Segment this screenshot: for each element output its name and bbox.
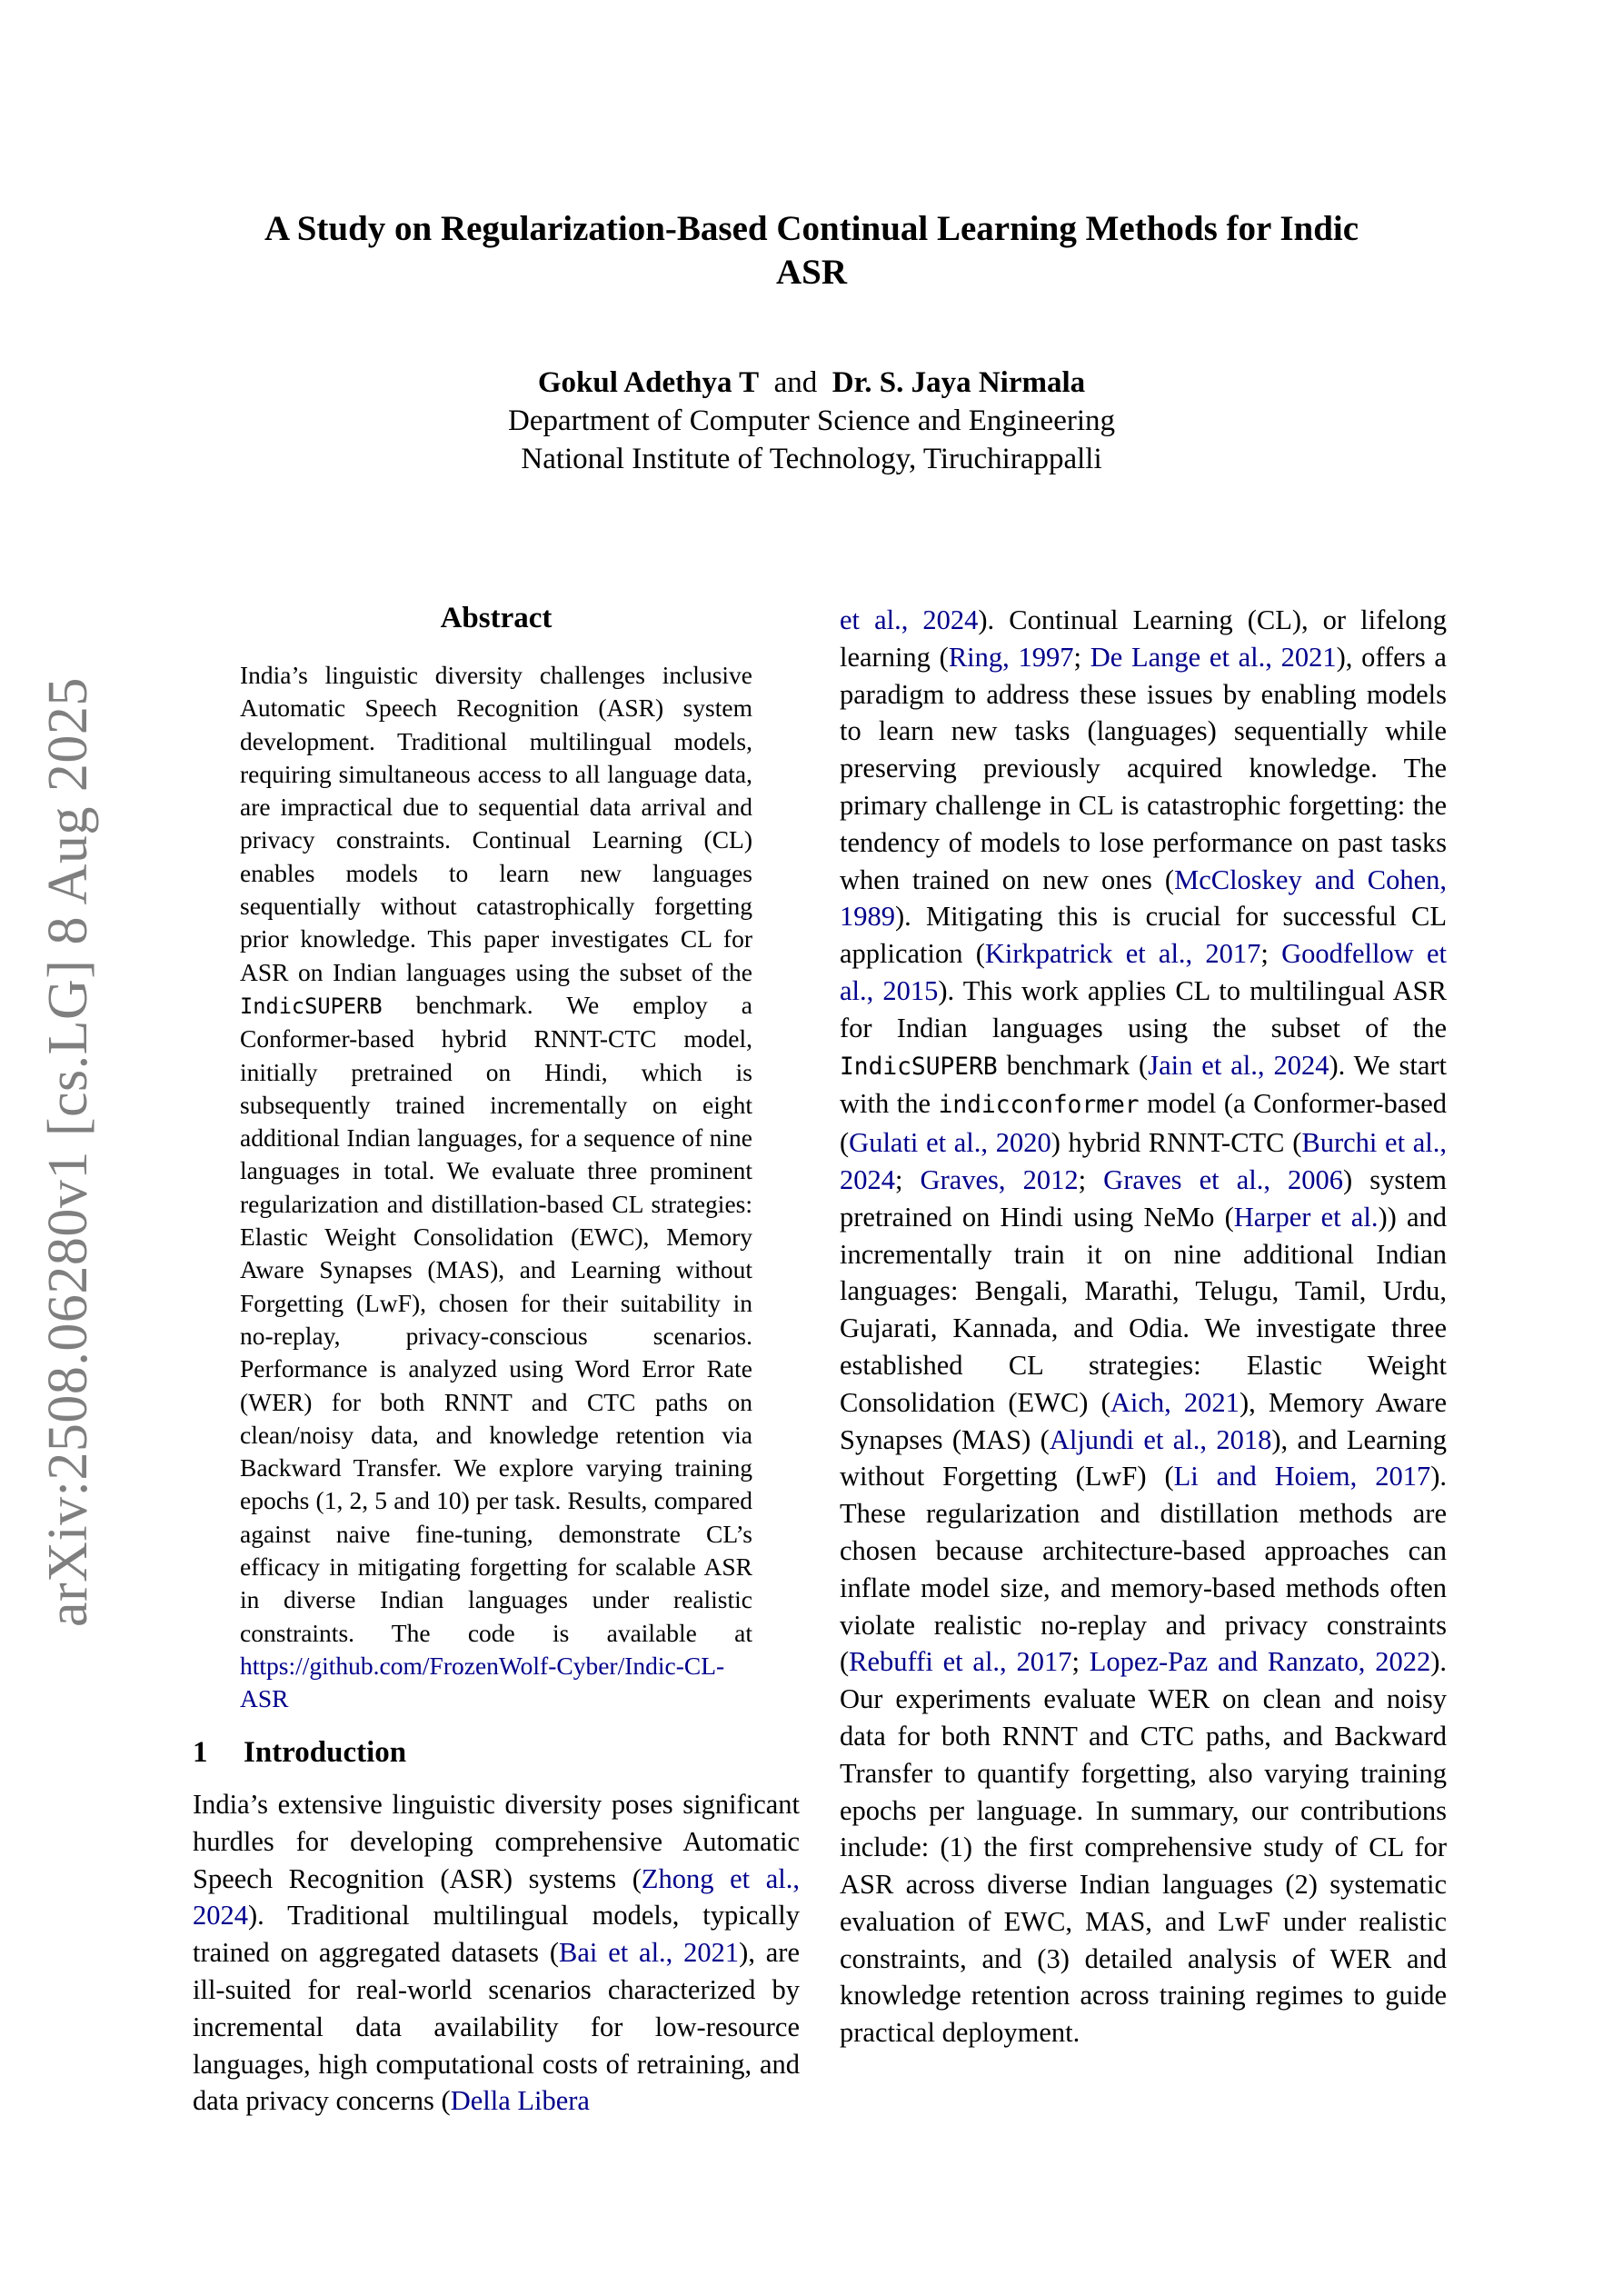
paper-title bbox=[182, 207, 1441, 294]
citation-link[interactable]: Rebuffi et al., 2017 bbox=[849, 1646, 1072, 1678]
code-url-link[interactable]: https://github.com/FrozenWolf-Cyber/Indic-CL-ASR bbox=[240, 1651, 725, 1713]
citation-link[interactable]: Bai et al., 2021 bbox=[559, 1937, 740, 1969]
citation-separator: ; bbox=[1071, 1646, 1090, 1678]
citation-link[interactable]: Della Libera bbox=[450, 2085, 590, 2117]
intro-text: ). These regularization and distillation methods are chosen because architecture-based approaches can inflate model size, and memory-based methods often violate realistic no-replay and privacy constraints ( bbox=[840, 1461, 1447, 1678]
abstract-body bbox=[240, 659, 752, 1716]
intro-text: ), offers a paradigm to address these issues by enabling models to learn new tasks (languages) sequentially while preserving previously acquired knowledge. The primary challenge in CL is catastrophic forgetting: the tendency of models to lose performance on past tasks when trained on new ones ( bbox=[840, 641, 1447, 895]
mono-term: indicconformer bbox=[938, 1092, 1140, 1120]
citation-link[interactable]: Aljundi et al., 2018 bbox=[1049, 1423, 1272, 1455]
citation-link[interactable]: Kirkpatrick et al., 2017 bbox=[984, 938, 1261, 970]
citation-link[interactable]: Goodfellow et al., 2015 bbox=[840, 938, 1447, 1006]
author-block bbox=[182, 364, 1441, 478]
intro-paragraph-left bbox=[193, 1786, 800, 2120]
intro-text: ), are ill-suited for real-world scenarios characterized by incremental data availability for low-resource languages, high computational costs of retraining, and data privacy concerns ( bbox=[193, 1937, 801, 2117]
intro-text: India’s extensive linguistic diversity poses significant hurdles for developing comprehensive Automatic Speech Recognition (ASR) systems ( bbox=[193, 1789, 800, 1894]
citation-link[interactable]: De Lange et al., 2021 bbox=[1090, 641, 1337, 673]
citation-link[interactable]: Zhong et al., 2024 bbox=[193, 1862, 801, 1932]
citation-link[interactable]: Ring, 1997 bbox=[948, 641, 1074, 673]
section-number: 1 bbox=[193, 1736, 208, 1769]
citation-link[interactable]: Aich, 2021 bbox=[1110, 1386, 1240, 1418]
citation-link[interactable]: Gulati et al., 2020 bbox=[849, 1127, 1051, 1159]
abstract-heading: Abstract bbox=[440, 602, 553, 634]
abstract-text-1: India’s linguistic diversity challenges inclusive Automatic Speech Recognition (ASR) system development. Traditional multilingual models, requiring simultaneous access to all language data, are impractical due to sequential data arrival and privacy constraints. Continual Learning (CL) enables models to learn new languages sequentially without catastrophically forgetting prior knowledge. This paper investigates CL for ASR on Indian languages using the subset of the bbox=[240, 661, 752, 986]
author-1: Gokul Adethya T bbox=[537, 366, 760, 399]
intro-text: ) system pretrained on Hindi using NeMo ( bbox=[840, 1163, 1447, 1233]
intro-text: ), Memory Aware Synapses (MAS) ( bbox=[840, 1386, 1447, 1455]
citation-link[interactable]: Li and Hoiem, 2017 bbox=[1173, 1461, 1431, 1492]
citation-link[interactable]: Burchi et al., 2024 bbox=[840, 1127, 1447, 1195]
author-and: and bbox=[773, 366, 818, 399]
title-line-1: A Study on Regularization-Based Continual Learning Methods for Indic bbox=[264, 209, 1359, 248]
intro-text: model (a Conformer-based ( bbox=[840, 1088, 1447, 1159]
citation-link[interactable]: Lopez-Paz and Ranzato, 2022 bbox=[1089, 1646, 1431, 1678]
title-line-2: ASR bbox=[775, 253, 848, 292]
citation-separator: ; bbox=[1260, 938, 1282, 970]
citation-link[interactable]: McCloskey and Cohen, 1989 bbox=[840, 863, 1447, 933]
intro-text: ). Our experiments evaluate WER on clean and noisy data for both RNNT and CTC paths, and Backward Transfer to quantify forgetting, also varying training epochs per language. In summary, our contributions include: (1) the first comprehensive study of CL for ASR across diverse Indian languages (2) systematic evaluation of EWC, MAS, and LwF under realistic constraints, and (3) detailed analysis of WER and knowledge retention across training regimes to guide practical deployment. bbox=[840, 1646, 1448, 2049]
intro-text: ), and Learning without Forgetting (LwF) ( bbox=[840, 1423, 1447, 1492]
citation-link[interactable]: Jain et al., 2024 bbox=[1148, 1049, 1329, 1081]
intro-text: ). Continual Learning (CL), or lifelong learning ( bbox=[840, 604, 1448, 673]
author-2: Dr. S. Jaya Nirmala bbox=[831, 366, 1086, 399]
section-heading-introduction bbox=[193, 1736, 800, 1770]
section-title: Introduction bbox=[244, 1736, 407, 1769]
arxiv-stamp: arXiv:2508.06280v1 [cs.LG] 8 Aug 2025 bbox=[37, 677, 99, 1627]
citation-link[interactable]: Graves, 2012 bbox=[920, 1163, 1079, 1195]
intro-text: ). This work applies CL to multilingual ASR for Indian languages using the subset of the bbox=[840, 974, 1447, 1043]
affiliation-department: Department of Computer Science and Engineering bbox=[507, 404, 1116, 437]
citation-link[interactable]: et al., 2024 bbox=[840, 604, 979, 635]
intro-text: ) hybrid RNNT-CTC ( bbox=[1050, 1127, 1302, 1159]
mono-term: IndicSUPERB bbox=[840, 1053, 998, 1081]
intro-text: benchmark ( bbox=[997, 1049, 1149, 1081]
abstract-mono-term: IndicSUPERB bbox=[240, 993, 383, 1019]
intro-paragraph-right bbox=[840, 602, 1447, 2051]
abstract-text-2: benchmark. We employ a Conformer-based hybrid RNNT-CTC model, initially pretrained on Hindi, which is subsequently trained incrementally on eight additional Indian languages, for a sequence of nine languages in total. We evaluate three prominent regularization and distillation-based CL strategies: Elastic Weight Consolidation (EWC), Memory Aware Synapses (MAS), and Learning without Forgetting (LwF), chosen for their suitability in no-replay, privacy-conscious scenarios. Performance is analyzed using Word Error Rate (WER) for both RNNT and CTC paths on clean/noisy data, and knowledge retention via Backward Transfer. We explore varying training epochs (1, 2, 5 and 10) per task. Results, compared against naive fine-tuning, demonstrate CL’s efficacy in mitigating forgetting for scalable ASR in diverse Indian languages under realistic constraints. The code is available at bbox=[240, 990, 752, 1647]
citation-separator: ; bbox=[895, 1163, 921, 1195]
intro-text: ). Mitigating this is crucial for successful CL application ( bbox=[840, 901, 1447, 970]
affiliation-institution: National Institute of Technology, Tiruchirappalli bbox=[521, 443, 1102, 475]
citation-link[interactable]: Graves et al., 2006 bbox=[1103, 1163, 1344, 1195]
intro-text: ). Traditional multilingual models, typically trained on aggregated datasets ( bbox=[193, 1900, 800, 1969]
citation-link[interactable]: Harper et al. bbox=[1233, 1201, 1379, 1233]
citation-separator: ; bbox=[1073, 641, 1090, 673]
intro-text: ). We start with the bbox=[840, 1049, 1447, 1120]
citation-separator: ; bbox=[1078, 1163, 1104, 1195]
intro-text: )) and incrementally train it on nine additional Indian languages: Bengali, Marathi, Telugu, Tamil, Urdu, Gujarati, Kannada, and Odia. We investigate three established CL strategies: Elastic Weight Consolidation (EWC) ( bbox=[840, 1201, 1447, 1418]
